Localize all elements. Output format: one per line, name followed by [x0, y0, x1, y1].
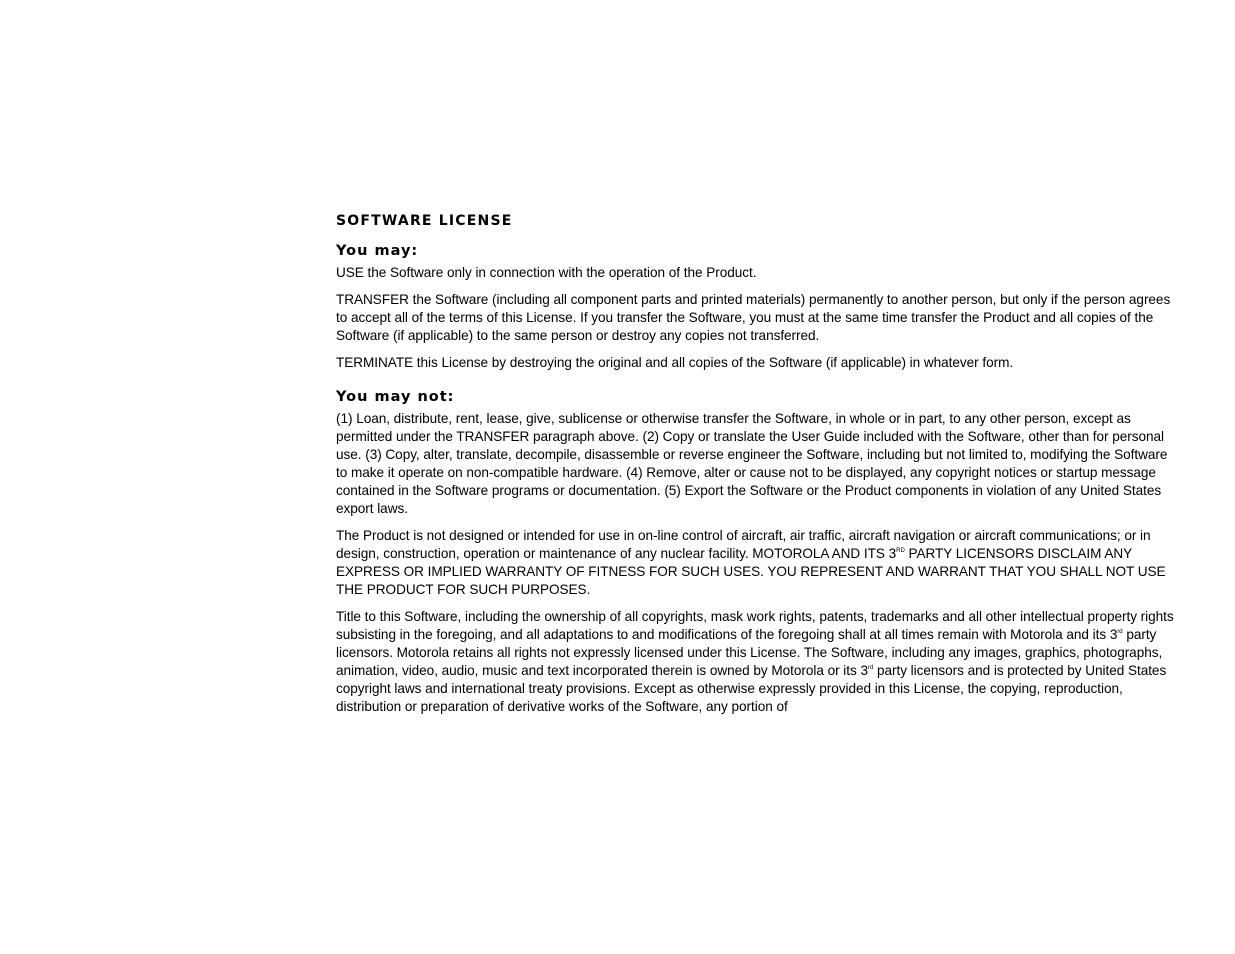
title-ownership-paragraph — [336, 608, 1182, 716]
use-paragraph: USE the Software only in connection with the operation of the Product. — [336, 265, 757, 280]
page-title: SOFTWARE LICENSE — [336, 213, 513, 229]
transfer-paragraph: TRANSFER the Software (including all component parts and printed materials) permanently to another person, but only if the person agrees to accept all of the terms of this License. If you transfer the Software, you must at the same time transfer the Product and all copies of the Software (if applicable) to the same person or destroy any copies not transferred. — [336, 292, 1171, 343]
title-text-part-3: party licensors and is protected by United States copyright laws and international treaty provisions. Except as otherwise expressly provided in this License, the copying, reproduction, distribution or preparation of derivative works of the Software, any portion of — [336, 663, 1167, 714]
disclaimer-text-part-1: The Product is not designed or intended for use in on-line control of aircraft, air traffic, aircraft navigation or aircraft communications; or in design, construction, operation or maintenance of any nuclear facility. MOTOROLA AND ITS 3 — [336, 528, 1151, 561]
you-may-heading: You may: — [336, 243, 419, 259]
title-superscript-1: rd — [1117, 629, 1123, 635]
license-page — [336, 212, 1182, 725]
restrictions-paragraph: (1) Loan, distribute, rent, lease, give, sublicense or otherwise transfer the Software, in whole or in part, to any other person, except as permitted under the TRANSFER paragraph above. (2) Copy or translate the User Guide included with the Software, other than for personal use. (3) Copy, alter, translate, decompile, disassemble or reverse engineer the Software, including but not limited to, modifying the Software to make it operate on non-compatible hardware. (4) Remove, alter or cause not to be displayed, any copyright notices or startup message contained in the Software programs or documentation. (5) Export the Software or the Product components in violation of any United States export laws. — [336, 411, 1168, 516]
terminate-paragraph: TERMINATE this License by destroying the original and all copies of the Software (if applicable) in whatever form. — [336, 355, 1014, 370]
disclaimer-paragraph — [336, 527, 1182, 599]
title-text-part-1: Title to this Software, including the ownership of all copyrights, mask work rights, patents, trademarks and all other intellectual property rights subsisting in the foregoing, and all adaptations to and modifications of the foregoing shall at all times remain with Motorola and its 3 — [336, 609, 1174, 642]
title-superscript-2: rd — [868, 665, 874, 671]
disclaimer-text-part-2: PARTY LICENSORS DISCLAIM ANY EXPRESS OR IMPLIED WARRANTY OF FITNESS FOR SUCH USES. YOU REPRESENT AND WARRANT THAT YOU SHALL NOT USE THE PRODUCT FOR SUCH PURPOSES. — [336, 546, 1166, 597]
you-may-not-heading: You may not: — [336, 389, 455, 405]
disclaimer-superscript: RD — [896, 548, 905, 554]
title-text-part-2: party licensors. Motorola retains all rights not expressly licensed under this License. The Software, including any images, graphics, photographs, animation, video, audio, music and text incorporated therein is owned by Motorola or its 3 — [336, 627, 1163, 678]
